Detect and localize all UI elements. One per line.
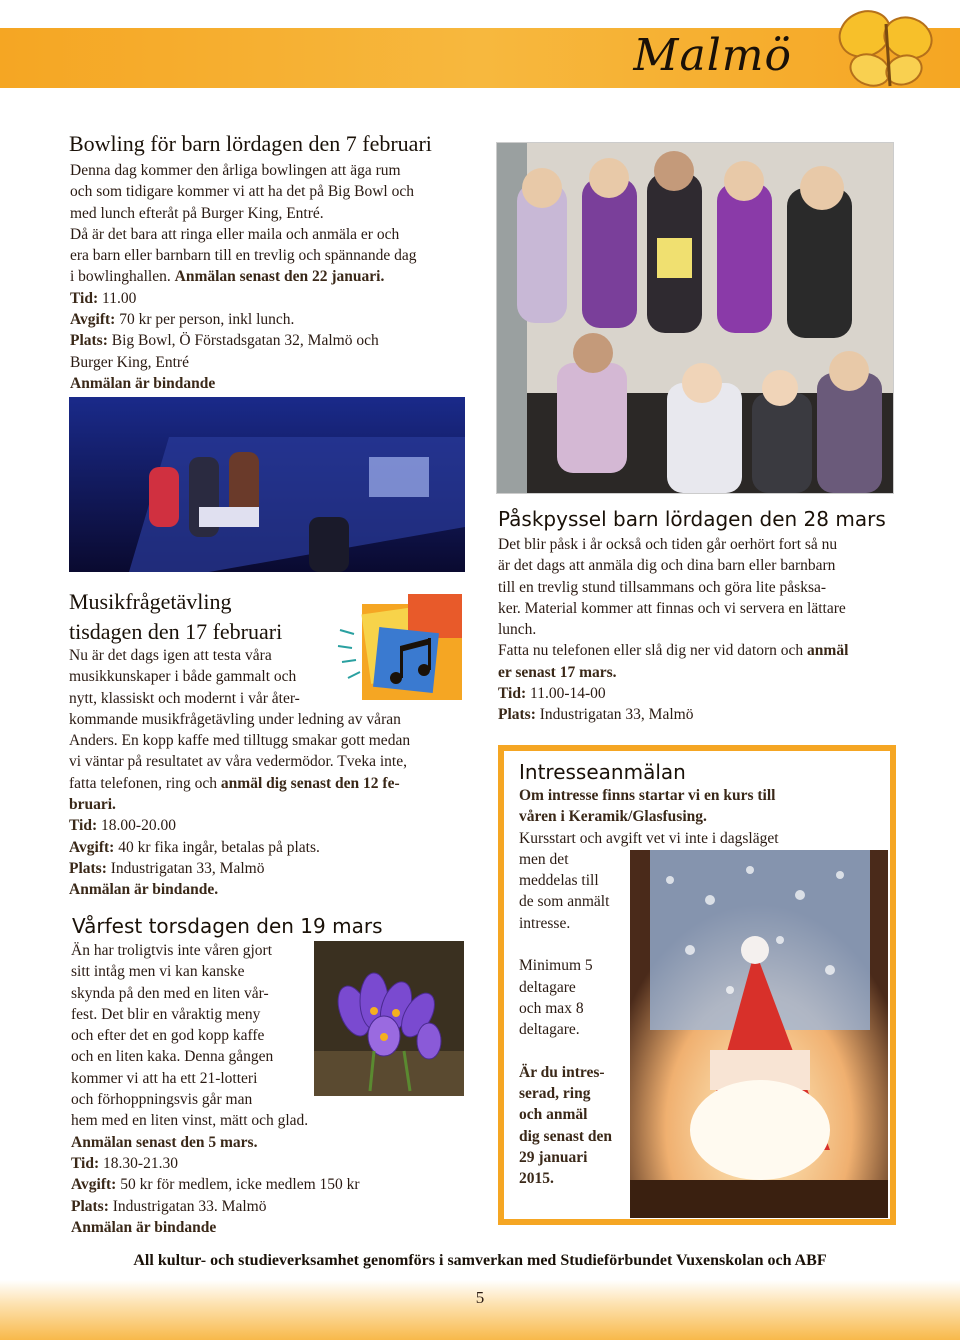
bowling-title: Bowling för barn lördagen den 7 februari — [69, 131, 432, 156]
page-number: 5 — [475, 1288, 485, 1307]
interest-line-narrow: intresse. — [519, 914, 571, 932]
music-time: 18.00-20.00 — [101, 817, 176, 835]
easter-title: Påskpyssel barn lördagen den 28 mars — [498, 507, 886, 531]
spring-fee-label: Avgift: — [71, 1176, 117, 1194]
interest-ask-line: serad, ring — [519, 1085, 591, 1103]
interest-bold-2: våren i Keramik/Glasfusing. — [519, 808, 707, 826]
spring-line: Än har troligtvis inte våren gjort — [71, 942, 273, 959]
interest-min-line: Minimum 5 — [519, 957, 593, 975]
music-line: vi väntar på resultatet av våra vedermödor. Tveka inte, — [69, 753, 407, 771]
easter-place-label: Plats: — [498, 706, 536, 724]
bowling-deadline: Anmälan senast den 22 januari. — [174, 268, 385, 286]
bowling-line: Då är det bara att ringa eller maila och anmäla er och — [70, 225, 400, 243]
interest-line-narrow: men det — [519, 850, 569, 868]
music-line: Nu är det dags igen att testa våra — [69, 647, 272, 664]
easter-body — [498, 534, 898, 726]
bowling-time-label: Tid: — [70, 289, 99, 307]
easter-line: Det blir påsk i år också och tiden går oerhört fort så nu — [498, 536, 838, 553]
interest-body — [519, 785, 889, 1190]
bowling-alley-photo — [69, 397, 465, 572]
bowling-fee: 70 kr per person, inkl lunch. — [119, 311, 295, 329]
interest-ask-line: 2015. — [519, 1170, 554, 1188]
crocus-photo — [314, 941, 464, 1096]
interest-min-line: deltagare — [519, 978, 576, 996]
interest-ask-line: Är du intres- — [519, 1063, 605, 1081]
bowling-line: i bowlinghallen. — [70, 268, 171, 286]
bowling-time: 11.00 — [102, 289, 137, 307]
spring-line: och en liten kaka. Denna gången — [71, 1048, 274, 1066]
easter-time-label: Tid: — [498, 685, 527, 703]
interest-line: Kursstart och avgift vet vi inte i dagsläget — [519, 829, 779, 847]
interest-line-narrow: meddelas till — [519, 872, 599, 890]
interest-line-narrow: de som anmält — [519, 893, 610, 911]
spring-line: sitt intåg men vi kan kanske — [71, 963, 245, 981]
interest-bold-1: Om intresse finns startar vi en kurs till — [519, 787, 776, 804]
easter-place: Industrigatan 33, Malmö — [539, 706, 694, 724]
easter-line: lunch. — [498, 621, 537, 639]
spring-time-label: Tid: — [71, 1154, 100, 1172]
bowling-line: med lunch efteråt på Burger King, Entré. — [70, 204, 324, 222]
spring-title: Vårfest torsdagen den 19 mars — [72, 914, 383, 938]
children-photo — [496, 142, 894, 494]
easter-call: Fatta nu telefonen eller slå dig ner vid datorn och — [498, 642, 804, 660]
music-title-1: Musikfrågetävling — [69, 589, 232, 614]
music-time-label: Tid: — [69, 817, 98, 835]
easter-call-bold: anmäl — [807, 642, 849, 660]
easter-line: är det dags att anmäla dig och dina barn eller barnbarn — [498, 557, 836, 575]
bowling-binding: Anmälan är bindande — [70, 374, 216, 392]
spring-fee: 50 kr för medlem, icke medlem 150 kr — [120, 1176, 360, 1194]
spring-deadline: Anmälan senast den 5 mars. — [71, 1133, 258, 1151]
spring-line: skynda på den med en liten vår- — [71, 984, 269, 1002]
footer-text: All kultur- och studieverksamhet genomförs i samverkan med Studieförbundet Vuxenskolan och ABF — [133, 1252, 827, 1269]
bowling-place-2: Burger King, Entré — [70, 353, 189, 371]
spring-line: hem med en liten vinst, mätt och glad. — [71, 1112, 309, 1130]
interest-ask-line: dig senast den — [519, 1127, 613, 1145]
music-line: fatta telefonen, ring och — [69, 774, 218, 792]
header-band — [0, 28, 960, 88]
music-line: Anders. En kopp kaffe med tilltugg smakar gott medan — [69, 732, 411, 750]
spring-place: Industrigatan 33. Malmö — [112, 1197, 267, 1215]
bowling-line: Denna dag kommer den årliga bowlingen att äga rum — [70, 162, 401, 179]
interest-min-line: och max 8 — [519, 999, 584, 1017]
music-line: nytt, klassiskt och modernt i vår åter- — [69, 689, 300, 707]
music-title-2: tisdagen den 17 februari — [69, 619, 283, 644]
crocus-illustration — [314, 941, 464, 1096]
easter-deadline: er senast 17 mars. — [498, 663, 617, 681]
bowling-alley-illustration — [69, 397, 465, 572]
bowling-fee-label: Avgift: — [70, 311, 116, 329]
music-place: Industrigatan 33, Malmö — [110, 859, 265, 877]
spring-time: 18.30-21.30 — [103, 1154, 178, 1172]
music-line: kommande musikfrågetävling under ledning av våran — [69, 710, 401, 728]
interest-ask-line: 29 januari — [519, 1149, 588, 1167]
spring-line: kommer vi att ha ett 21-lotteri — [71, 1069, 258, 1087]
spring-line: och förhoppningsvis går man — [71, 1091, 253, 1109]
spring-binding: Anmälan är bindande — [71, 1218, 217, 1236]
bowling-line: era barn eller barnbarn till en trevlig och spännande dag — [70, 247, 417, 265]
easter-line: ker. Material kommer att finnas och vi servera en lättare — [498, 599, 846, 617]
interest-title: Intresseanmälan — [519, 760, 686, 784]
music-deadline: anmäl dig senast den 12 fe- — [220, 774, 400, 792]
bowling-body — [70, 160, 470, 394]
interest-ask-line: och anmäl — [519, 1106, 588, 1124]
bowling-line: och som tidigare kommer vi att ha det på Big Bowl och — [70, 183, 414, 201]
easter-line: till en trevlig stund tillsammans och göra lite påsksa- — [498, 578, 827, 596]
music-body — [69, 645, 469, 901]
music-fee-label: Avgift: — [69, 838, 115, 856]
bowling-place-label: Plats: — [70, 332, 108, 350]
music-binding: Anmälan är bindande. — [69, 881, 219, 899]
spring-line: och efter det en god kopp kaffe — [71, 1027, 265, 1045]
spring-line: fest. Det blir en våraktig meny — [71, 1005, 261, 1023]
spring-place-label: Plats: — [71, 1197, 109, 1215]
easter-time: 11.00-14-00 — [530, 685, 606, 703]
music-place-label: Plats: — [69, 859, 107, 877]
music-line: musikkunskaper i både gammalt och — [69, 668, 297, 686]
city-title: Malmö — [633, 30, 792, 81]
music-deadline-2: bruari. — [69, 796, 116, 814]
music-fee: 40 kr fika ingår, betalas på plats. — [118, 838, 320, 856]
butterfly-icon — [820, 4, 940, 96]
children-photo-illustration — [497, 143, 893, 493]
interest-min-line: deltagare. — [519, 1021, 580, 1039]
bowling-place: Big Bowl, Ö Förstadsgatan 32, Malmö och — [111, 332, 379, 350]
